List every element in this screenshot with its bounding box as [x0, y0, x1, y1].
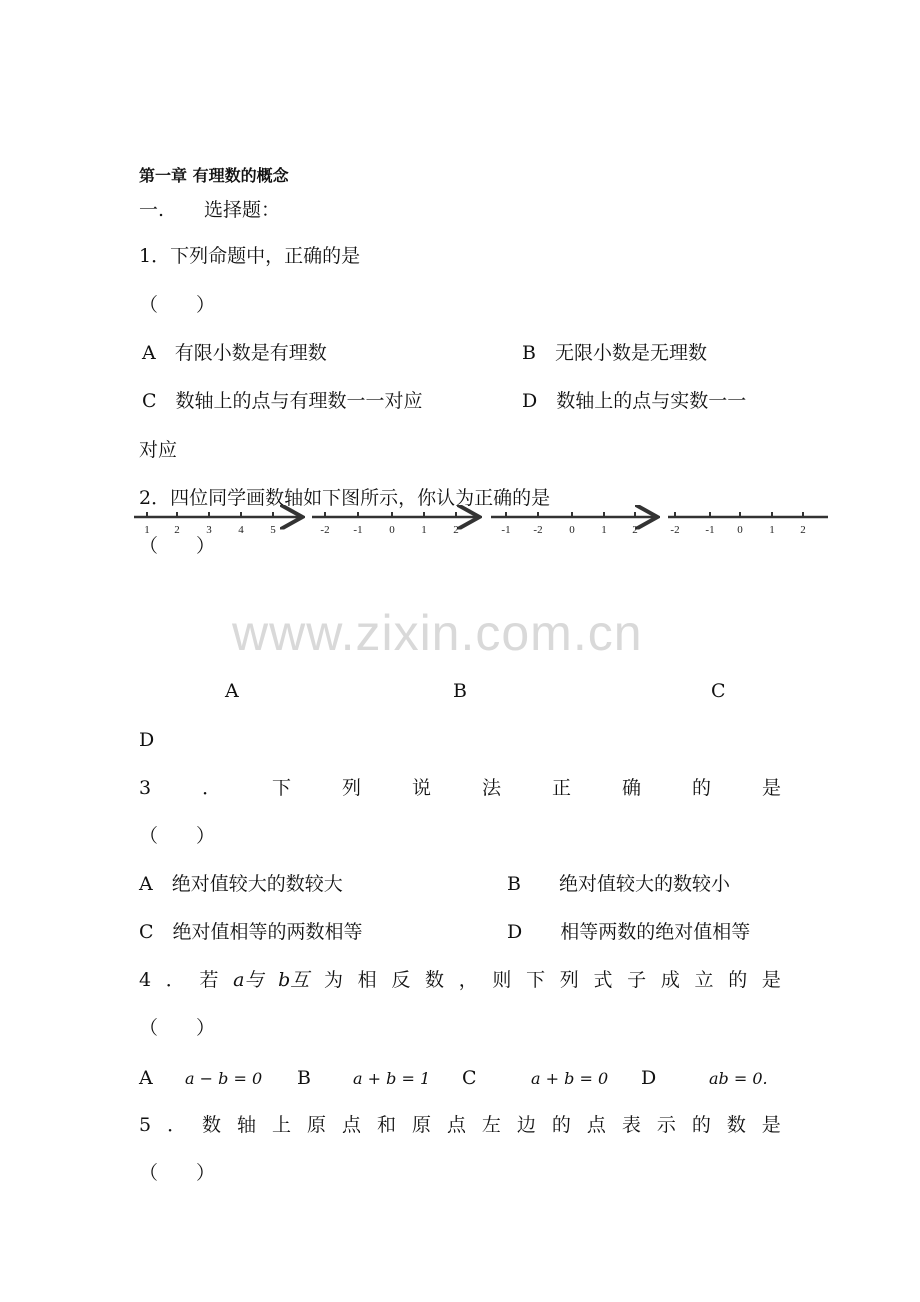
axis-b-tick-label: -2: [320, 524, 330, 536]
stem-char: 法: [482, 777, 502, 799]
stem-char: 成: [660, 969, 680, 991]
q1-option-a: A 有限小数是有理数: [142, 342, 327, 364]
number-line-d: [668, 512, 828, 536]
number-line-c: [491, 512, 655, 536]
stem-char: 下: [526, 969, 546, 991]
q4-option-d-letter: D: [641, 1067, 657, 1089]
stem-char: 说: [412, 777, 432, 799]
watermark-text: www.zixin.com.cn: [232, 605, 643, 661]
stem-char: 轴: [237, 1114, 257, 1136]
axis-b-tick-label: 0: [389, 524, 395, 536]
stem-char: 示: [656, 1114, 676, 1136]
axis-c-tick-label: -2: [533, 524, 543, 536]
stem-char: 若: [199, 969, 219, 991]
stem-char: 列: [559, 969, 579, 991]
stem-char: 下: [272, 777, 292, 799]
stem-char: 子: [627, 969, 647, 991]
q1-option-d-continued: 对应: [139, 439, 178, 461]
q3-stem: [139, 776, 781, 800]
section-label: 选择题：: [204, 199, 281, 221]
q4-option-c-letter: C: [462, 1067, 477, 1089]
stem-char: 原: [307, 1114, 327, 1136]
number-line-b: [312, 512, 477, 536]
axis-d-tick-label: -2: [670, 524, 680, 536]
stem-char: 反: [391, 969, 411, 991]
q2-option-d: D: [139, 729, 155, 751]
stem-char: ．: [202, 777, 222, 799]
number-line-a: [134, 512, 300, 536]
axis-c-tick-label: -1: [501, 524, 511, 536]
q1-answer-paren: （ ）: [139, 294, 216, 316]
stem-char: 式: [593, 969, 613, 991]
axis-c-tick-label: 1: [601, 524, 607, 536]
q5-stem: [139, 1113, 781, 1137]
q2-stem: 2．四位同学画数轴如下图所示，你认为正确的是: [139, 487, 551, 509]
axis-a-tick-label: 3: [206, 524, 212, 536]
axis-b-tick-label: -1: [353, 524, 363, 536]
axis-a-tick-label: 2: [174, 524, 180, 536]
stem-char: 边: [516, 1114, 536, 1136]
stem-char: 的: [691, 1114, 711, 1136]
stem-char: a与: [233, 969, 264, 991]
stem-char: 为: [323, 969, 343, 991]
q4-option-b-letter: B: [297, 1067, 311, 1089]
q3-answer-paren: （ ）: [139, 825, 216, 847]
q3-option-c: C 绝对值相等的两数相等: [139, 921, 363, 943]
stem-char: ．: [165, 969, 185, 991]
axis-a-tick-label: 4: [238, 524, 244, 536]
axis-b-tick-label: 1: [421, 524, 427, 536]
stem-char: 数: [425, 969, 445, 991]
q2-option-a: A: [225, 680, 239, 702]
stem-char: 和: [376, 1114, 396, 1136]
stem-char: 点: [446, 1114, 466, 1136]
axis-d-tick-label: -1: [705, 524, 715, 536]
q3-option-b: B 绝对值较大的数较小: [507, 873, 730, 895]
q3-option-d: D 相等两数的绝对值相等: [507, 921, 751, 943]
stem-char: 的: [728, 969, 748, 991]
q1-stem: 1．下列命题中，正确的是: [139, 245, 361, 267]
stem-char: 的: [691, 777, 711, 799]
axis-c-tick-label: 2: [632, 524, 638, 536]
stem-char: 4: [139, 969, 152, 991]
stem-char: 数: [202, 1114, 222, 1136]
q1-option-d: D 数轴上的点与实数一一: [522, 390, 747, 412]
number-lines-figure: [130, 505, 835, 539]
stem-char: b互: [278, 969, 310, 991]
q4-option-b-expr: a + b = 1: [353, 1069, 431, 1088]
stem-char: 列: [342, 777, 362, 799]
stem-char: ，: [458, 969, 478, 991]
stem-char: 左: [481, 1114, 501, 1136]
stem-char: 5: [139, 1114, 152, 1136]
stem-char: 数: [726, 1114, 746, 1136]
stem-char: 原: [411, 1114, 431, 1136]
stem-char: 是: [761, 777, 781, 799]
section-number: 一.: [139, 199, 165, 221]
q4-answer-paren: （ ）: [139, 1017, 216, 1039]
stem-char: 点: [586, 1114, 606, 1136]
q4-option-a-letter: A: [139, 1067, 153, 1089]
stem-char: 正: [551, 777, 571, 799]
chapter-title: 第一章 有理数的概念: [139, 166, 289, 185]
axis-d-tick-label: 1: [769, 524, 775, 536]
axis-a-tick-label: 1: [144, 524, 150, 536]
stem-char: ．: [167, 1114, 187, 1136]
q4-option-d-expr: ab = 0.: [709, 1069, 768, 1088]
stem-char: 立: [694, 969, 714, 991]
stem-char: 点: [341, 1114, 361, 1136]
q3-option-a: A 绝对值较大的数较大: [139, 873, 343, 895]
q1-option-c: C 数轴上的点与有理数一一对应: [142, 390, 423, 412]
q4-stem: [139, 968, 781, 992]
q2-option-c: C: [711, 680, 726, 702]
axis-c-tick-label: 0: [569, 524, 575, 536]
stem-char: 相: [357, 969, 377, 991]
stem-char: 确: [621, 777, 641, 799]
stem-char: 是: [761, 1114, 781, 1136]
stem-char: 是: [761, 969, 781, 991]
q2-option-b: B: [453, 680, 467, 702]
q4-option-a-expr: a − b = 0: [185, 1069, 263, 1088]
q4-option-c-expr: a + b = 0: [531, 1069, 609, 1088]
stem-char: 上: [272, 1114, 292, 1136]
q1-option-b: B 无限小数是无理数: [522, 342, 707, 364]
q2-answer-paren: （ ）: [139, 535, 216, 557]
axis-d-tick-label: 2: [800, 524, 806, 536]
axis-a-tick-label: 5: [270, 524, 276, 536]
stem-char: 表: [621, 1114, 641, 1136]
stem-char: 3: [139, 777, 152, 799]
q5-answer-paren: （ ）: [139, 1162, 216, 1184]
stem-char: 的: [551, 1114, 571, 1136]
axis-b-tick-label: 2: [453, 524, 459, 536]
stem-char: 则: [492, 969, 512, 991]
axis-d-tick-label: 0: [737, 524, 743, 536]
